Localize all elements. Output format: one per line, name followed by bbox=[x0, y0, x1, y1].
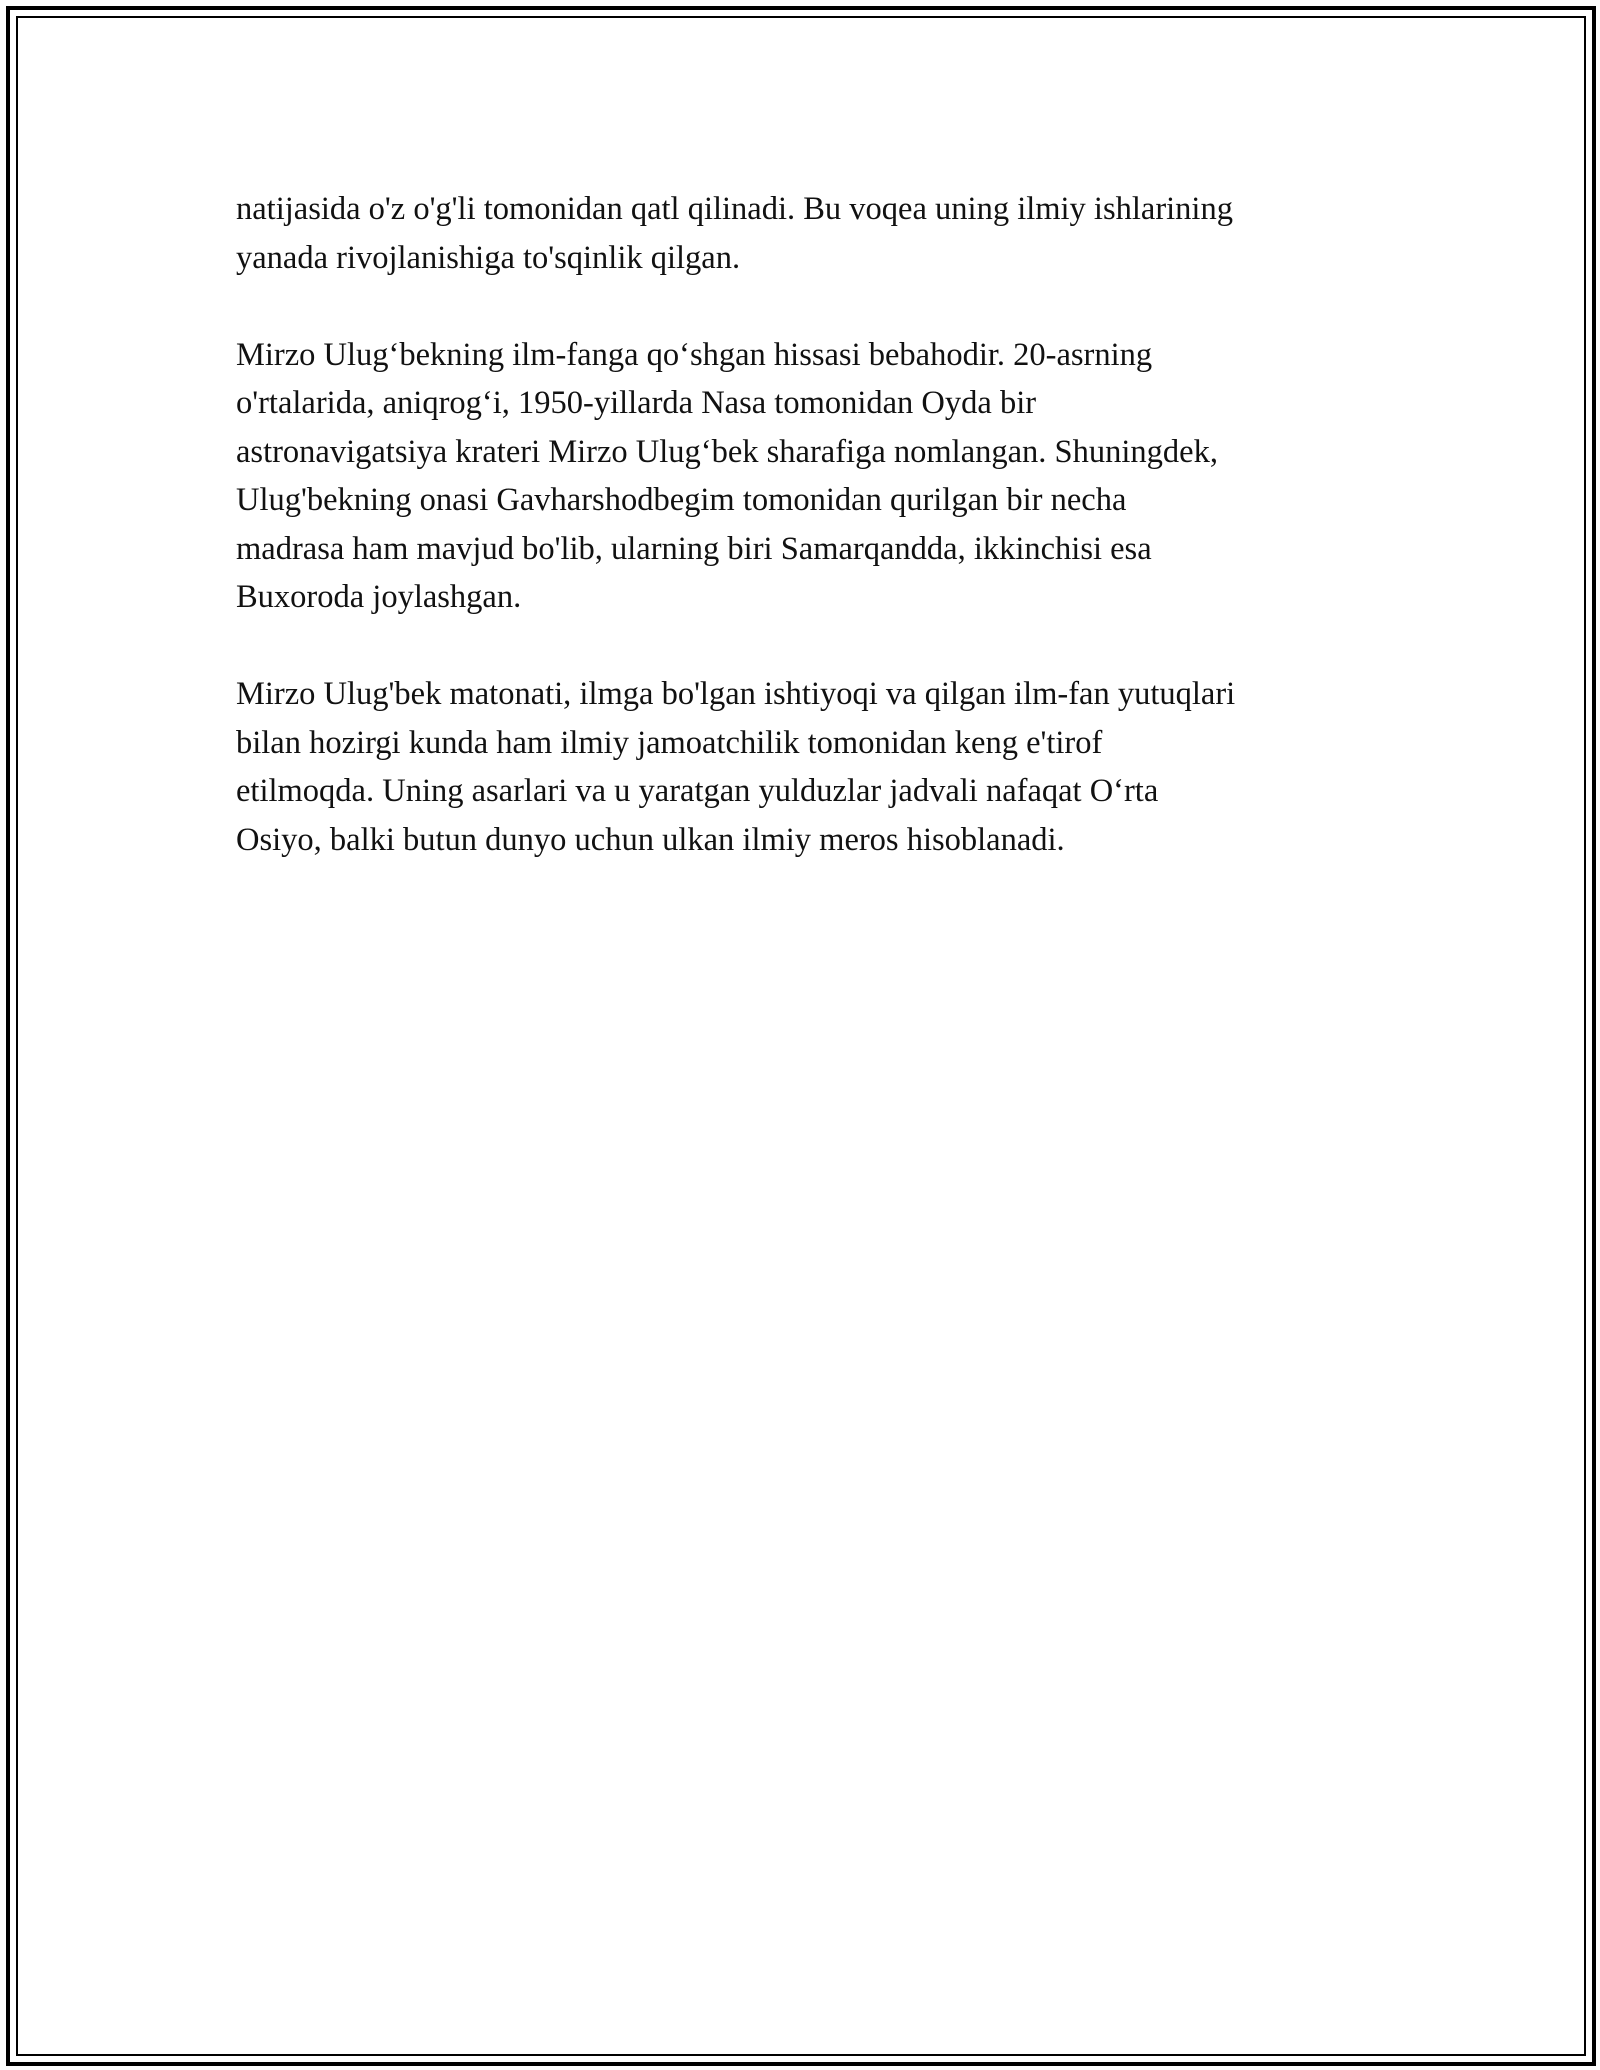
paragraph-3: Mirzo Ulug'bek matonati, ilmga bo'lgan ishtiyoqi va qilgan ilm-fan yutuqlari bilan hozirgi kunda ham ilmiy jamoatchilik tomonidan keng e'tirof etilmoqda. Uning asarlari va u yaratgan yulduzlar jadvali nafaqat O‘rta Osiyo, balki butun dunyo uchun ulkan ilmiy meros hisoblanadi. bbox=[236, 676, 1236, 858]
document-body bbox=[236, 185, 1386, 913]
paragraph-1: natijasida o'z o'g'li tomonidan qatl qilinadi. Bu voqea uning ilmiy ishlarining yanada rivojlanishiga to'sqinlik qilgan. bbox=[236, 191, 1233, 276]
paragraph-2: Mirzo Ulug‘bekning ilm-fanga qo‘shgan hissasi bebahodir. 20-asrning o'rtalarida, aniqrog‘i, 1950-yillarda Nasa tomonidan Oyda bir astronavigatsiya krateri Mirzo Ulug‘bek sharafiga nomlangan. Shuningdek, Ulug'bekning onasi Gavharshodbegim tomonidan qurilgan bir necha madrasa ham mavjud bo'lib, ularning biri Samarqandda, ikkinchisi esa Buxoroda joylashgan. bbox=[236, 336, 1218, 615]
